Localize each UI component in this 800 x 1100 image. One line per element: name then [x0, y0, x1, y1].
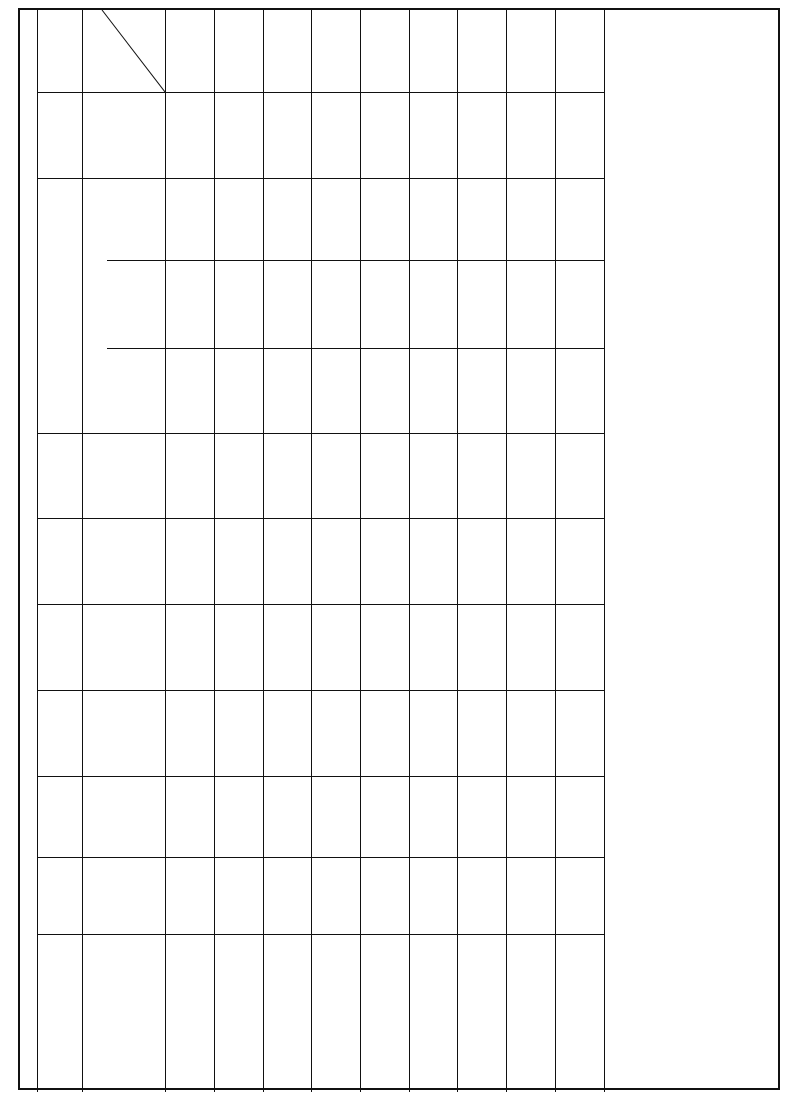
- cell-6-3: [364, 610, 405, 688]
- row-name-bodhisattva: [82, 178, 107, 433]
- cell-7-4: [413, 696, 454, 774]
- cell-1-5: [461, 184, 502, 258]
- cell-0-7: [559, 98, 600, 176]
- cell-0-5: [461, 98, 502, 176]
- row-number: [37, 433, 82, 518]
- rule-line: [165, 10, 166, 1092]
- header-corner-bottom: [92, 48, 116, 90]
- rule-line: [107, 260, 604, 261]
- cell-8-8: [608, 782, 649, 855]
- rule-line: [409, 10, 410, 1092]
- cell-8-5: [461, 782, 502, 855]
- cell-6-8: [608, 610, 649, 688]
- cell-10-1: [267, 940, 308, 1090]
- cell-0-2: [315, 98, 356, 176]
- cell-1-2: [315, 184, 356, 258]
- cell-8-7: [559, 782, 600, 855]
- cell-8-6: [510, 782, 551, 855]
- cell-4-2: [315, 439, 356, 516]
- cell-1-4: [413, 184, 454, 258]
- rule-line: [506, 10, 507, 1092]
- cell-3-0: [218, 354, 259, 431]
- cell-1-0: [218, 184, 259, 258]
- header-corner-top: [130, 12, 154, 52]
- cell-4-7: [559, 439, 600, 516]
- header-3: [360, 10, 409, 92]
- cell-5-8: [608, 524, 649, 602]
- side-note: [20, 910, 37, 1090]
- cell-3-8: [608, 354, 649, 431]
- cell-7-8: [608, 696, 649, 774]
- cell-2-8: [608, 266, 649, 346]
- cell-9-8: [608, 863, 649, 932]
- cell-5-7: [559, 524, 600, 602]
- cell-9-6: [510, 863, 551, 932]
- cell-0-8: [608, 98, 649, 176]
- cell-6-5: [461, 610, 502, 688]
- header-6: [506, 10, 555, 92]
- side-label-middle: [20, 545, 37, 585]
- cell-10-5: [461, 940, 502, 1090]
- rule-line: [263, 10, 264, 1092]
- cell-6-6: [510, 610, 551, 688]
- row-name-8: [82, 776, 165, 857]
- cell-9-2: [315, 863, 356, 932]
- cell-5-5: [461, 524, 502, 602]
- cell-9-3: [364, 863, 405, 932]
- cell-5-2: [315, 524, 356, 602]
- cell-6-1: [267, 610, 308, 688]
- cell-7-2: [315, 696, 356, 774]
- cell-2-1: [267, 266, 308, 346]
- cell-9-7: [559, 863, 600, 932]
- cell-4-3: [364, 439, 405, 516]
- cell-6-2: [315, 610, 356, 688]
- cell-1-3: [364, 184, 405, 258]
- cell-5-6: [510, 524, 551, 602]
- rule-line: [555, 10, 556, 1092]
- row-name-5: [82, 518, 165, 604]
- cell-0-3: [364, 98, 405, 176]
- cell-1-8: [608, 184, 649, 258]
- cell-1-1: [267, 184, 308, 258]
- header-1: [263, 10, 312, 92]
- cell-8-2: [315, 782, 356, 855]
- cell-2-7: [559, 266, 600, 346]
- cell-10-7: [559, 940, 600, 1090]
- cell-9-0: [218, 863, 259, 932]
- row-name-9: [82, 857, 165, 934]
- cell-4-4: [413, 439, 454, 516]
- cell-7-5: [461, 696, 502, 774]
- rule-line: [107, 348, 604, 349]
- cell-6-0: [218, 610, 259, 688]
- cell-9-1: [267, 863, 308, 932]
- cell-10-3: [364, 940, 405, 1090]
- cell-10-0: [218, 940, 259, 1090]
- cell-0-0: [218, 98, 259, 176]
- row-number: [37, 857, 82, 934]
- cell-10-2: [315, 940, 356, 1090]
- cell-6-4: [413, 610, 454, 688]
- cell-1-7: [559, 184, 600, 258]
- cell-4-6: [510, 439, 551, 516]
- header-4: [409, 10, 458, 92]
- cell-0-6: [510, 98, 551, 176]
- cell-3-3: [364, 354, 405, 431]
- ten-suchness-chart: [18, 8, 780, 1090]
- row-number: [37, 934, 82, 1092]
- cell-3-5: [461, 354, 502, 431]
- cell-0-4: [413, 98, 454, 176]
- cell-10-6: [510, 940, 551, 1090]
- cell-2-4: [413, 266, 454, 346]
- cell-4-0: [218, 439, 259, 516]
- cell-8-0: [218, 782, 259, 855]
- cell-8-3: [364, 782, 405, 855]
- cell-7-1: [267, 696, 308, 774]
- cell-2-2: [315, 266, 356, 346]
- row-name-4: [82, 433, 165, 518]
- cell-0-1: [267, 98, 308, 176]
- cell-3-2: [315, 354, 356, 431]
- cell-6-7: [559, 610, 600, 688]
- row-sub-2: [107, 260, 165, 348]
- cell-4-8: [608, 439, 649, 516]
- cell-2-6: [510, 266, 551, 346]
- cell-1-6: [510, 184, 551, 258]
- cell-2-0: [218, 266, 259, 346]
- row-name-6: [82, 604, 165, 690]
- header-7: [555, 10, 604, 92]
- cell-4-1: [267, 439, 308, 516]
- side-label-top: [20, 350, 37, 430]
- cell-3-1: [267, 354, 308, 431]
- row-name-0: [82, 92, 165, 178]
- cell-7-7: [559, 696, 600, 774]
- row-number: [37, 776, 82, 857]
- row-name-10: [82, 934, 165, 1092]
- side-label-bottom: [20, 670, 37, 750]
- rule-line: [311, 10, 312, 1092]
- cell-5-4: [413, 524, 454, 602]
- cell-5-0: [218, 524, 259, 602]
- rule-line: [360, 10, 361, 1092]
- row-number: [37, 92, 82, 178]
- row-number: [37, 690, 82, 776]
- cell-3-4: [413, 354, 454, 431]
- cell-8-1: [267, 782, 308, 855]
- cell-3-6: [510, 354, 551, 431]
- cell-10-8: [608, 940, 649, 1090]
- row-number: [37, 604, 82, 690]
- cell-8-4: [413, 782, 454, 855]
- rule-line: [604, 10, 605, 1092]
- row-sub-1: [107, 178, 165, 260]
- header-0: [214, 10, 263, 92]
- cell-7-0: [218, 696, 259, 774]
- cell-9-4: [413, 863, 454, 932]
- row-sub-3: [107, 348, 165, 433]
- cell-5-3: [364, 524, 405, 602]
- cell-7-3: [364, 696, 405, 774]
- cell-10-4: [413, 940, 454, 1090]
- cell-7-6: [510, 696, 551, 774]
- rule-line: [457, 10, 458, 1092]
- header-5: [457, 10, 506, 92]
- row-number: [37, 178, 82, 433]
- rule-line: [214, 10, 215, 1092]
- cell-2-3: [364, 266, 405, 346]
- cell-2-5: [461, 266, 502, 346]
- header-ben-jiu: [606, 14, 650, 88]
- cell-4-5: [461, 439, 502, 516]
- row-name-7: [82, 690, 165, 776]
- cell-3-7: [559, 354, 600, 431]
- row-number: [37, 518, 82, 604]
- header-2: [311, 10, 360, 92]
- cell-9-5: [461, 863, 502, 932]
- cell-5-1: [267, 524, 308, 602]
